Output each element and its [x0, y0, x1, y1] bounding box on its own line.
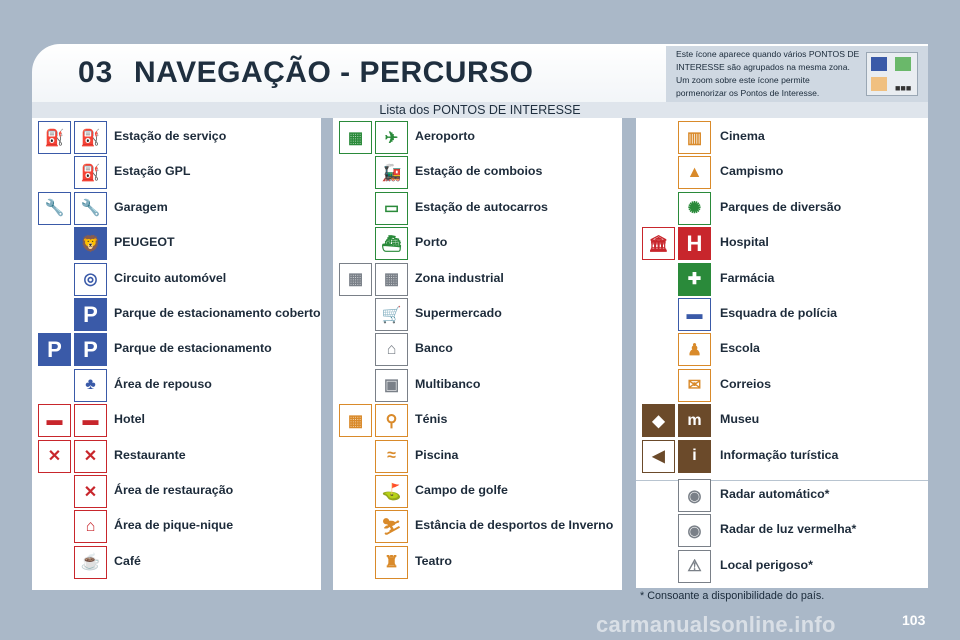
watermark: carmanualsonline.info [596, 612, 836, 637]
poi-list-item [32, 156, 322, 190]
poi-list-item [32, 227, 322, 261]
amusement-park-icon: ✺ [678, 192, 711, 225]
poi-list-item [333, 475, 623, 509]
roadside-restaurant-icon: ✕ [74, 475, 107, 508]
poi-list-item [32, 510, 322, 544]
poi-label: Museu [720, 412, 760, 427]
fuel-pump-icon: ⛽ [74, 121, 107, 154]
poi-label: Informação turística [720, 447, 839, 462]
poi-list-item [636, 298, 926, 332]
bed-icon: ▬ [74, 404, 107, 437]
trees-icon: ♣ [74, 369, 107, 402]
transport-cluster-icon: ▦ [339, 121, 372, 154]
public-building-icon: 🏛 [642, 227, 675, 260]
poi-list-item [636, 227, 926, 261]
poi-label: PEUGEOT [114, 235, 175, 250]
covered-parking-icon: P [74, 298, 107, 331]
police-icon: ▬ [678, 298, 711, 331]
info-text: Este ícone aparece quando vários PONTOS DE INTERESSE são agrupados na mesma zona. Um zoom sobre este ícone permite pormenorizar os Pontos de Interesse. [676, 49, 860, 98]
tennis-icon: ⚲ [375, 404, 408, 437]
poi-label: Área de restauração [114, 483, 234, 497]
poi-label: Farmácia [720, 270, 775, 285]
poi-list-item [333, 298, 623, 332]
sport-cluster-icon: ▦ [339, 404, 372, 437]
poi-list-item [32, 546, 322, 580]
poi-list-item [636, 514, 926, 548]
poi-list-item [333, 227, 623, 261]
poi-label: Radar automático* [720, 487, 830, 501]
poi-list-item [636, 121, 926, 155]
poi-label: Aeroporto [415, 129, 475, 143]
poi-list-item [32, 333, 322, 367]
loudspeaker-icon: ◀ [642, 440, 675, 473]
poi-label: Área de pique-nique [114, 518, 234, 533]
red-light-camera-icon: ◉ [678, 514, 711, 547]
poi-label: Banco [415, 341, 453, 356]
danger-icon: ⚠ [678, 550, 711, 583]
poi-list-item [32, 121, 322, 155]
poi-label: Parque de estacionamento [114, 341, 272, 356]
hospital-h-icon: H [678, 227, 711, 260]
poi-list-item [636, 404, 926, 438]
race-track-icon: ◎ [74, 263, 107, 296]
gpl-pump-icon: ⛽ [74, 156, 107, 189]
poi-list-item [636, 369, 926, 403]
film-icon: ▥ [678, 121, 711, 154]
poi-label: Circuito automóvel [114, 270, 227, 285]
tourism-cluster-icon: ◆ [642, 404, 675, 437]
poi-label: Campismo [720, 164, 784, 179]
cutlery-icon: ✕ [38, 440, 71, 473]
poi-list-item [333, 263, 623, 297]
poi-list-item [636, 192, 926, 226]
poi-label: Estação GPL [114, 164, 191, 179]
poi-label: Estância de desportos de Inverno [415, 518, 614, 533]
poi-label: Zona industrial [415, 270, 504, 285]
poi-list-item [636, 333, 926, 367]
list-subtitle: Lista dos PONTOS DE INTERESSE [379, 103, 581, 117]
bed-icon: ▬ [38, 404, 71, 437]
ship-icon: ⛴ [375, 227, 408, 260]
bank-icon: ⌂ [375, 333, 408, 366]
poi-label: Radar de luz vermelha* [720, 522, 857, 537]
poi-label: Café [114, 553, 141, 568]
poi-list-item [636, 156, 926, 190]
poi-label: Local perigoso* [720, 557, 813, 572]
cutlery-icon: ✕ [74, 440, 107, 473]
parking-icon: P [74, 333, 107, 366]
poi-label: Parque de estacionamento coberto [114, 306, 321, 320]
poi-list-item [636, 263, 926, 297]
school-icon: ♟ [678, 333, 711, 366]
envelope-icon: ✉ [678, 369, 711, 402]
camping-icon: ▲ [678, 156, 711, 189]
poi-label: Teatro [415, 553, 452, 568]
picnic-icon: ⌂ [74, 510, 107, 543]
airplane-icon: ✈ [375, 121, 408, 154]
theatre-icon: ♜ [375, 546, 408, 579]
poi-list-item [333, 156, 623, 190]
poi-label: Cinema [720, 129, 765, 143]
pharmacy-cross-icon: ✚ [678, 263, 711, 296]
wrench-icon: 🔧 [38, 192, 71, 225]
poi-list-item [636, 550, 926, 584]
poi-list-item [32, 192, 322, 226]
poi-list-item [32, 404, 322, 438]
poi-list-item [32, 369, 322, 403]
coffee-cup-icon: ☕ [74, 546, 107, 579]
train-icon: 🚂 [375, 156, 408, 189]
poi-label: Garagem [114, 199, 168, 214]
poi-label: Ténis [415, 412, 448, 427]
poi-label: Correios [720, 376, 771, 391]
poi-label: Campo de golfe [415, 483, 508, 497]
shopping-cart-icon: 🛒 [375, 298, 408, 331]
speed-camera-icon: ◉ [678, 479, 711, 512]
swimmer-icon: ≈ [375, 440, 408, 473]
poi-list-item [333, 121, 623, 155]
poi-list-item [333, 546, 623, 580]
poi-list-item [636, 479, 926, 513]
poi-label: Estação de autocarros [415, 199, 548, 214]
page-number: 103 [902, 612, 926, 628]
footnote: * Consoante a disponibilidade do país. [640, 590, 825, 602]
poi-label: Piscina [415, 447, 459, 462]
poi-label: Restaurante [114, 447, 186, 462]
business-cluster-icon: ▦ [339, 263, 372, 296]
poi-label: Parques de diversão [720, 199, 842, 214]
lion-icon: 🦁 [74, 227, 107, 260]
poi-label: Supermercado [415, 306, 502, 320]
golfer-icon: ⛳ [375, 475, 408, 508]
business-cluster-icon: ▦ [375, 263, 408, 296]
wrench-icon: 🔧 [74, 192, 107, 225]
poi-list-item [333, 404, 623, 438]
poi-label: Porto [415, 235, 448, 250]
chapter-title: NAVEGAÇÃO - PERCURSO [134, 56, 534, 89]
poi-label: Esquadra de polícia [720, 306, 838, 320]
poi-list-item [636, 440, 926, 474]
poi-label: Escola [720, 341, 760, 356]
poi-list-item [32, 298, 322, 332]
poi-list-item [333, 510, 623, 544]
poi-label: Multibanco [415, 376, 481, 391]
info-icon: i [678, 440, 711, 473]
poi-list-item [333, 333, 623, 367]
poi-list-item [333, 369, 623, 403]
poi-cluster-icon: ■■■ [866, 52, 918, 96]
museum-icon: m [678, 404, 711, 437]
parking-icon: P [38, 333, 71, 366]
poi-list-item [333, 440, 623, 474]
poi-label: Estação de serviço [114, 129, 227, 143]
atm-icon: ▣ [375, 369, 408, 402]
poi-list-item [32, 440, 322, 474]
fuel-pump-icon: ⛽ [38, 121, 71, 154]
bus-icon: ▭ [375, 192, 408, 225]
poi-list-item [32, 263, 322, 297]
poi-label: Hospital [720, 235, 769, 250]
chapter-number: 03 [78, 56, 114, 89]
poi-label: Área de repouso [114, 376, 212, 391]
skier-icon: ⛷ [375, 510, 408, 543]
poi-list-item [333, 192, 623, 226]
poi-label: Hotel [114, 412, 145, 427]
poi-label: Estação de comboios [415, 164, 543, 179]
poi-list-item [32, 475, 322, 509]
